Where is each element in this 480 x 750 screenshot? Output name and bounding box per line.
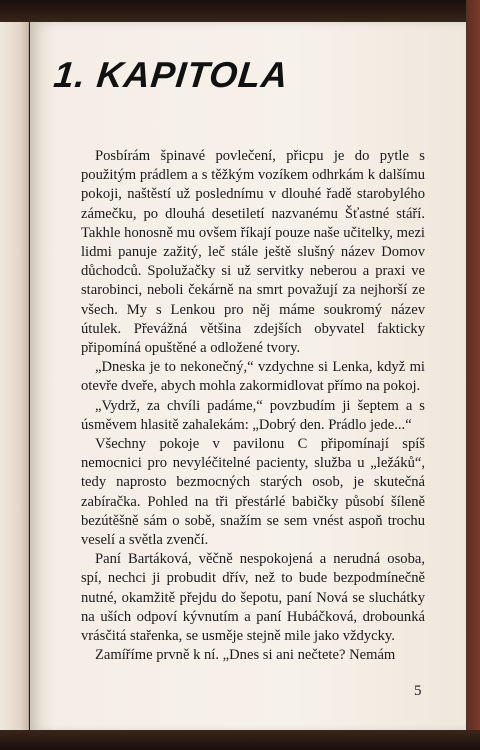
paragraph: Paní Bartáková, věčně nespokojená a nerudná osoba, spí, nechci ji probudit dřív, než to bude bezpodmínečně nutné, okamžitě přejdu do šepotu, paní Nová se sluchátky na uších odpoví kývnutím a paní Hubáčková, drobounká vrásčitá stařenka, se usměje stejně mile jako vždycky.	[81, 551, 425, 645]
book-shadow-top	[0, 0, 480, 24]
paragraph: Zamíříme prvně k ní. „Dnes si ani nečtete? Nemám	[95, 647, 396, 664]
book-shadow-bottom	[0, 730, 480, 750]
paragraph: „Vydrž, za chvíli padáme,“ povzbudím ji šeptem a s úsměvem hlasitě zahalekám: „Dobrý den. Prádlo jede...“	[81, 397, 425, 433]
body-text	[81, 147, 425, 665]
paragraph: „Dneska je to nekonečný,“ vzdychne si Lenka, když mi otevře dveře, abych mohla zakormidlovat přímo na pokoj.	[81, 359, 425, 395]
page-number: 5	[414, 683, 422, 699]
book-cover-edge	[466, 0, 480, 750]
paragraph: Posbírám špinavé povlečení, přicpu je do pytle s použitým prádlem a s těžkým vozíkem odhrkám k dalšímu pokoji, naštěstí už poslednímu v dlouhé řadě starobylého zámečku, po dlouhá desetiletí nazvanému Šťastné stáří. Takhle honosně mu ovšem říkají pouze naše učitelky, mezi lidmi panuje zažitý, leč stále ještě slušný název Domov důchodců. Spolužačky si už servitky neberou a praxi ve starobinci, neboli čekárně na smrt považují za nejhorší ze všech. My s Lenkou pro něj máme soukromý název útulek. Převážná většina zdejších obyvatel fakticky připomíná opuštěné a odložené tvory.	[81, 148, 425, 357]
chapter-title: 1. KAPITOLA	[51, 54, 291, 95]
paragraph: Všechny pokoje v pavilonu C připomínají spíš nemocnici pro nevyléčitelné pacienty, služba u „ležáků“, tedy naprosto bezmocných starých osob, je skutečná zabíračka. Pohled na tři přestárlé babičky působí šíleně bezútěšně sám o sobě, snažím se sem vnést aspoň trochu veselí a světla zvenčí.	[81, 436, 425, 549]
left-page-edge	[0, 22, 29, 730]
